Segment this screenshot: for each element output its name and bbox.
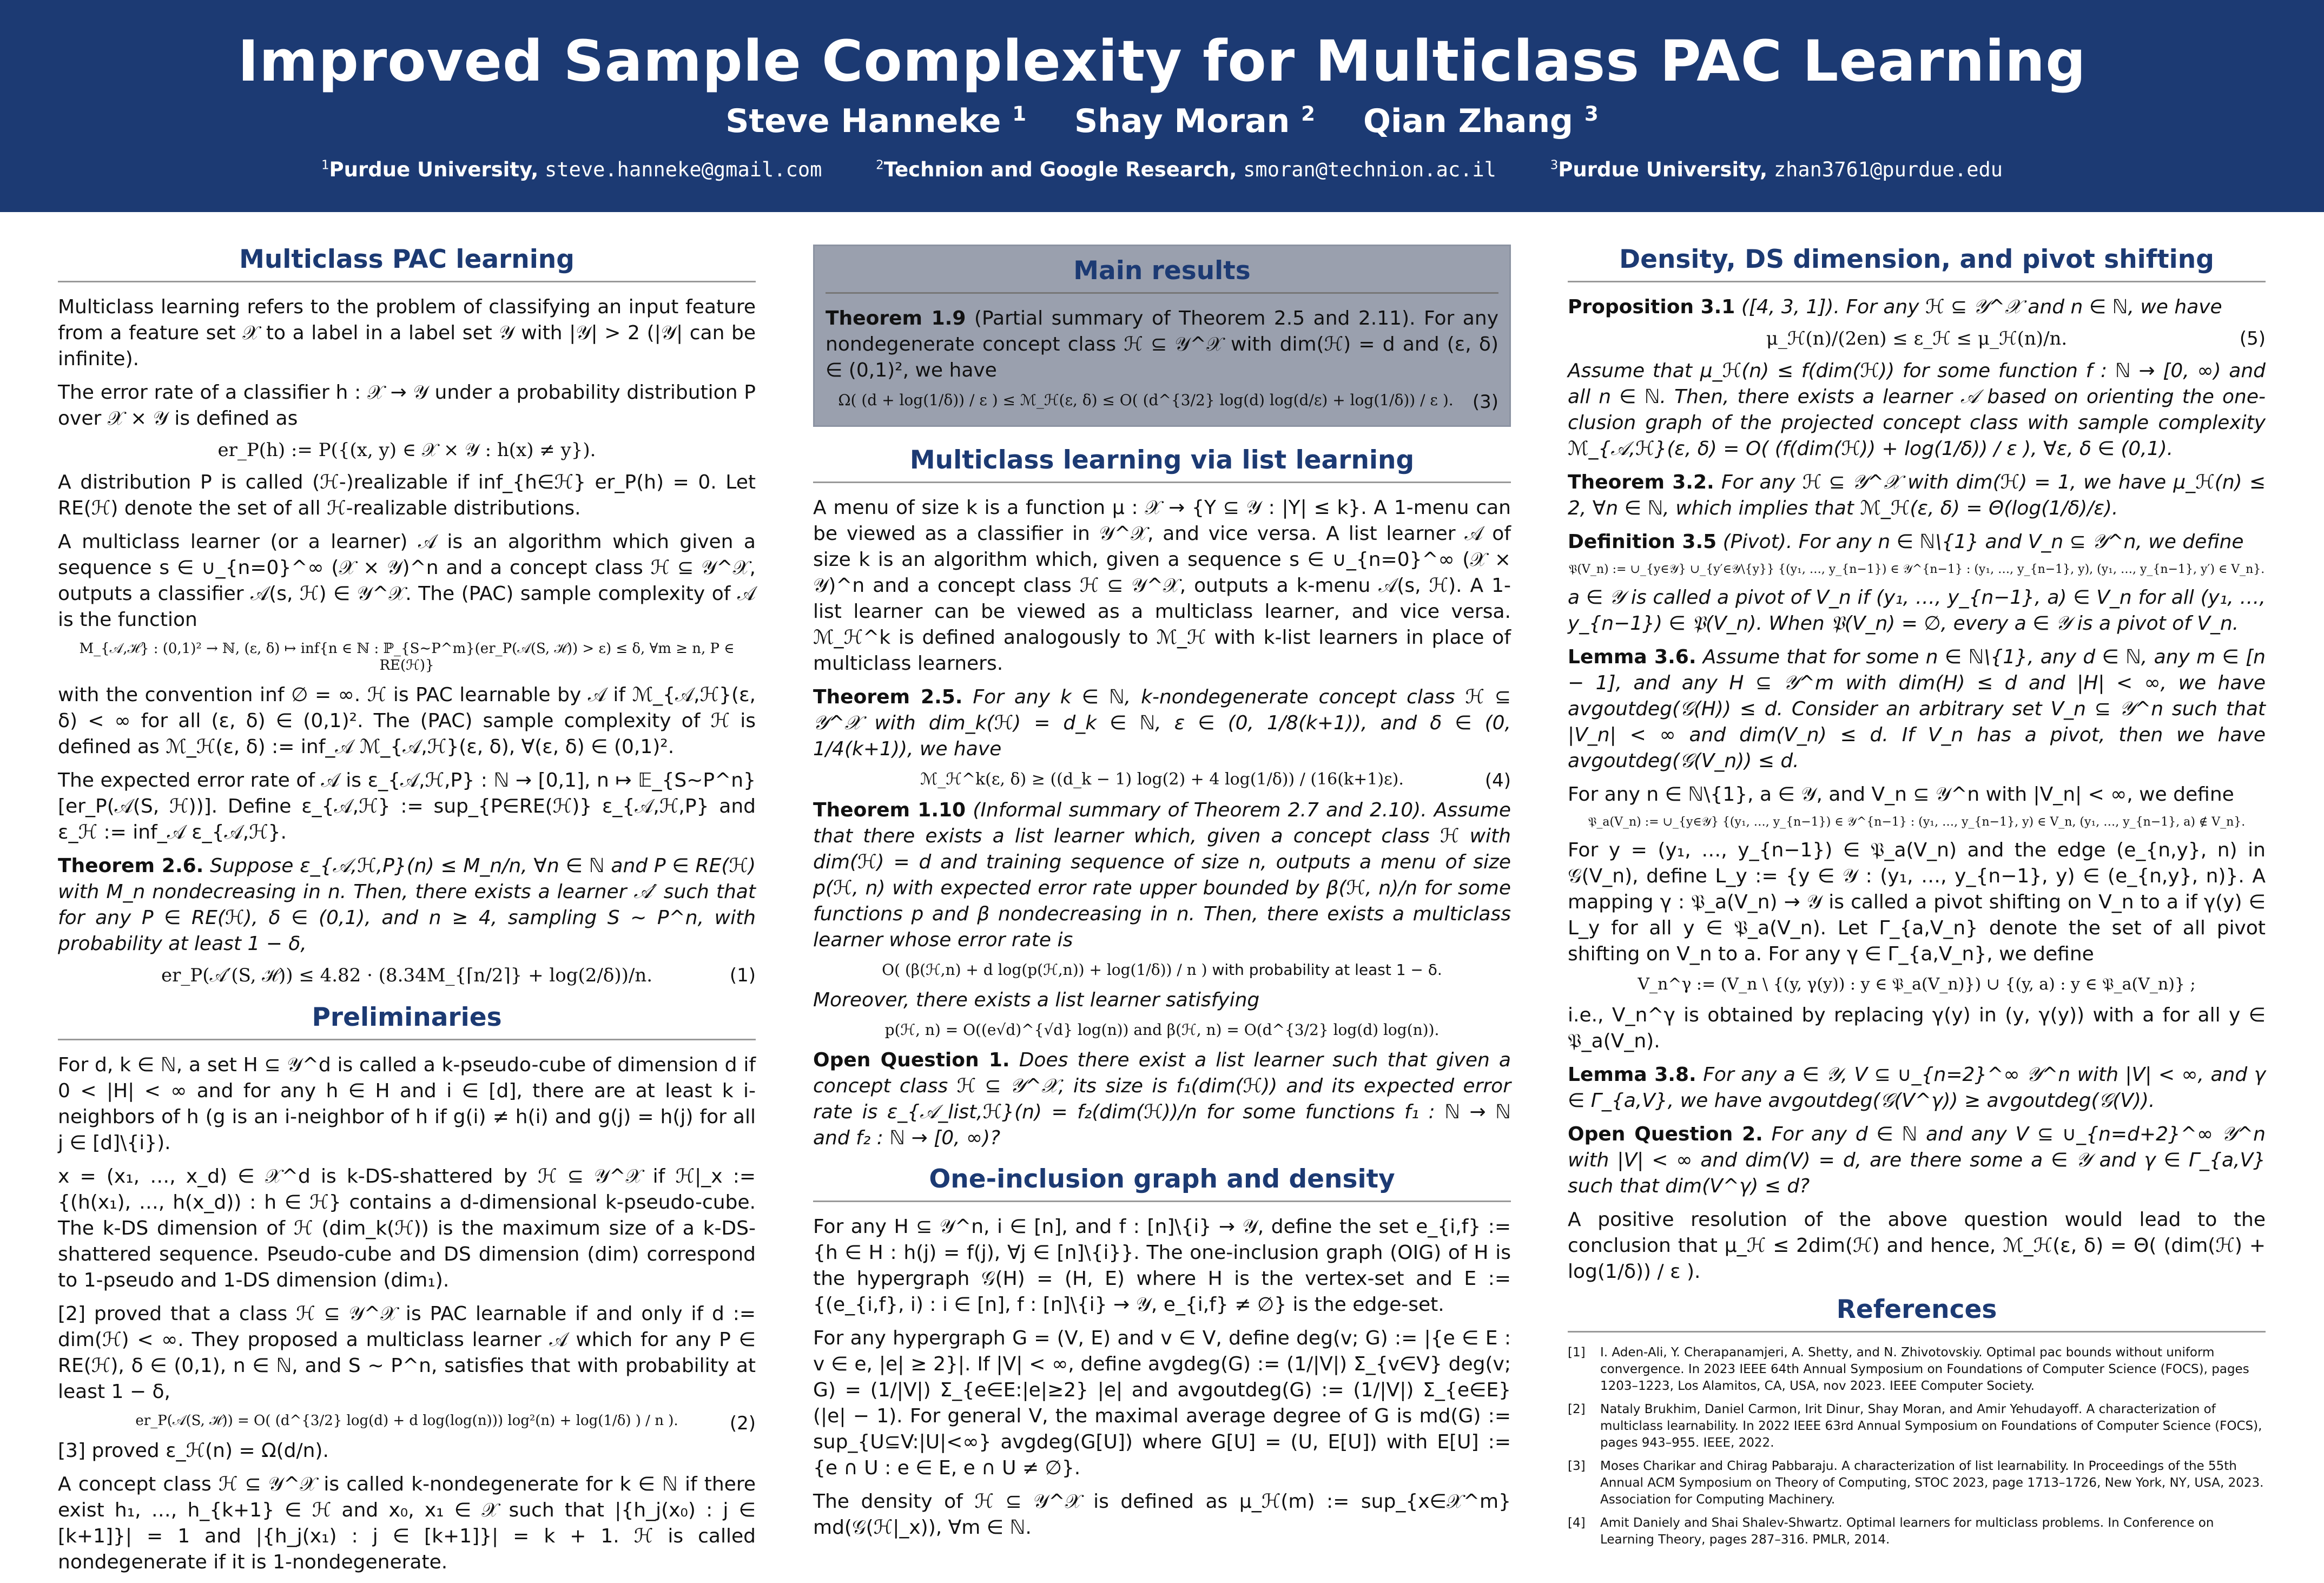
poster-title: Improved Sample Complexity for Multiclass PAC Learning [237,28,2087,94]
paragraph: [2] proved that a class ℋ ⊆ 𝒴^𝒳 is PAC learnable if and only if d := dim(ℋ) < ∞. They proposed a multiclass learner 𝒜 which for any P ∈ RE(ℋ), δ ∈ (0,1), n ∈ ℕ, and S ∼ P^n, satisfies that with probability at least 1 − δ, [58,1303,756,1403]
paragraph: The error rate of a classifier h : 𝒳 → 𝒴 under a probability distribution P over 𝒳 × 𝒴 is defined as [58,381,756,430]
paragraph: The expected error rate of 𝒜 is ε_{𝒜,ℋ,P} : ℕ → [0,1], n ↦ 𝔼_{S∼P^n}[er_P(𝒜(S, ℋ))]. Define ε_{𝒜,ℋ} := sup_{P∈RE(ℋ)} ε_{𝒜,ℋ,P} and ε_ℋ := inf_𝒜 ε_{𝒜,ℋ}. [58,769,756,843]
paragraph: Assume that μ_ℋ(n) ≤ f(dim(ℋ)) for some function f : ℕ → [0, ∞) and all n ∈ ℕ. Then, there exists a learner 𝒜 based on orienting the one-clusion graph of the projected concept class with sample complexity ℳ_{𝒜,ℋ}(ε, δ) = O( (f(dim(ℋ)) + log(1/δ)) / ε ), ∀ε, δ ∈ (0,1). [1568,360,2266,460]
equation-5: μ_ℋ(n)/(2en) ≤ ε_ℋ ≤ μ_ℋ(n)/n. (5) [1766,328,2266,349]
equation-2: er_P(𝒜(S, ℋ)) = O( (d^{3/2} log(d) + d log(log(n))) log²(n) + log(1/δ) ) / n ). (2) [135,1413,756,1434]
column-right [1568,245,2266,1555]
paragraph: Moreover, there exists a list learner satisfying [813,989,1260,1011]
section-title-references: References [1568,1295,2266,1333]
equation-1: er_P(𝒜′(S, ℋ)) ≤ 4.82 · (8.34M_{⌈n/2⌉} + log(2/δ))/n. (1) [161,965,756,986]
lemma-3-6: Lemma 3.6. Assume that for some n ∈ ℕ\{1}, any d ∈ ℕ, any m ∈ [n − 1], and any H ⊆ 𝒴^m with dim(H) ≤ d and |H| < ∞, we have avgoutdeg(𝒢(H)) ≤ d. Consider an arbitrary set V_n ⊆ 𝒴^n such that |V_n| < ∞ and dim(V_n) ≤ d. If V_n has a pivot, then we have avgoutdeg(𝒢(V_n)) ≤ d. [1568,646,2266,772]
paragraph: with the convention inf ∅ = ∞. ℋ is PAC learnable by 𝒜 if ℳ_{𝒜,ℋ}(ε, δ) < ∞ for all (ε, δ) ∈ (0,1)². The (PAC) sample complexity of ℋ is defined as ℳ_ℋ(ε, δ) := inf_𝒜 ℳ_{𝒜,ℋ}(ε, δ), ∀(ε, δ) ∈ (0,1)². [58,684,756,758]
paragraph: A distribution P is called (ℋ-)realizable if inf_{h∈ℋ} er_P(h) = 0. Let RE(ℋ) denote the set of all ℋ-realizable distributions. [58,471,756,519]
definition-3-5: Definition 3.5 (Pivot). For any n ∈ ℕ\{1} and V_n ⊆ 𝒴^n, we define [1568,531,2244,553]
paragraph: A menu of size k is a function μ : 𝒳 → {Y ⊆ 𝒴 : |Y| ≤ k}. A 1-menu can be viewed as a classifier in 𝒴^𝒳, and vice versa. A list learner 𝒜 of size k is an algorithm which, given a sequence s ∈ ∪_{n=0}^∞ (𝒳 × 𝒴)^n and a concept class ℋ ⊆ 𝒴^𝒳, outputs a k-menu 𝒜(s, ℋ). A 1-list learner can be viewed as a multiclass learner, and vice versa. ℳ_ℋ^k is defined analogously to ℳ_ℋ with k-list learners in place of multiclass learners. [813,497,1511,675]
theorem-1-10: Theorem 1.10 (Informal summary of Theorem 2.7 and 2.10). Assume that there exists a list learner which, given a concept class ℋ with dim(ℋ) = d and training sequence of size n, outputs a menu of size p(ℋ, n) with expected error rate upper bounded by β(ℋ, n)/n for some functions p and β nondecreasing in n. Then, there exists a multiclass learner whose error rate is [813,799,1511,951]
equation-list-learner: p(ℋ, n) = O((e√d)^{√d} log(n)) and β(ℋ, n) = O(d^{3/2} log(d) log(n)). [884,1021,1440,1039]
paragraph: [3] proved ε_ℋ(n) = Ω(d/n). [58,1440,329,1462]
proposition-3-1: Proposition 3.1 ([4, 3, 1]). For any ℋ ⊆ 𝒴^𝒳 and n ∈ ℕ, we have [1568,296,2222,318]
affiliation-2: $^2$Technion and Google Research, smoran@technion.ac.il [876,158,1496,181]
open-question-1: Open Question 1. Does there exist a list learner such that given a concept class ℋ ⊆ 𝒴^𝒳, its size is f₁(dim(ℋ)) and its expected error rate is ε_{𝒜_list,ℋ}(n) = f₂(dim(ℋ))/n for some functions f₁ : ℕ → ℕ and f₂ : ℕ → [0, ∞)? [813,1049,1511,1149]
reference-item: [3] Moses Charikar and Chirag Pabbaraju. A characterization of list learnability. In Proceedings of the 55th Annual ACM Symposium on Theory of Computing, STOC 2023, page 1713–1726, New York, NY, USA, 2023. Association for Computing Machinery. [1568,1459,2264,1507]
author-2: Shay Moran $^2$ [1074,102,1316,140]
email-3[interactable]: zhan3761@purdue.edu [1773,158,2003,181]
email-1[interactable]: steve.hanneke@gmail.com [545,158,822,181]
section-title-list-learning: Multiclass learning via list learning [813,445,1511,483]
author-1: Steve Hanneke $^1$ [725,102,1027,140]
theorem-2-5: Theorem 2.5. For any k ∈ ℕ, k-nondegenerate concept class ℋ ⊆ 𝒴^𝒳 with dim_k(ℋ) = d_k ∈ ℕ, ε ∈ (0, 1/8(k+1)), and δ ∈ (0, 1/4(k+1)), we have [813,686,1511,760]
theorem-1-9: Theorem 1.9 (Partial summary of Theorem 2.5 and 2.11). For any nondegenerate concept class ℋ ⊆ 𝒴^𝒳 with dim(ℋ) = d and (ε, δ) ∈ (0,1)², we have [826,307,1498,381]
author-3: Qian Zhang $^3$ [1363,102,1599,140]
affiliation-3: $^3$Purdue University, zhan3761@purdue.edu [1550,158,2003,181]
main-results-box [813,245,1511,427]
equation-pivot-a: 𝔓_a(V_n) := ∪_{y∈𝒴} {(y₁, …, y_{n−1}) ∈ 𝒴^{n−1} : (y₁, …, y_{n−1}, y) ∈ V_n, (y₁, …, y_{n−1}, a) ∉ V_n}. [1588,815,2246,829]
equation-error-rate: er_P(h) := P({(x, y) ∈ 𝒳 × 𝒴 : h(x) ≠ y}). [217,439,596,461]
lemma-3-8: Lemma 3.8. For any a ∈ 𝒴, V ⊆ ∪_{n=2}^∞ 𝒴^n with |V| < ∞, and γ ∈ Γ_{a,V}, we have avgoutdeg(𝒢(V^γ)) ≥ avgoutdeg(𝒢(V)). [1568,1064,2266,1112]
section-title-density: Density, DS dimension, and pivot shifting [1568,245,2266,282]
equation-pivot: 𝔓(V_n) := ∪_{y∈𝒴} ∪_{y′∈𝒴\{y}} {(y₁, …, y_{n−1}) ∈ 𝒴^{n−1} : (y₁, …, y_{n−1}, y), (y₁, …, y_{n−1}, y′) ∈ V_n}. [1568,563,2265,576]
paragraph: The density of ℋ ⊆ 𝒴^𝒳 is defined as μ_ℋ(m) := sup_{x∈𝒳^m} md(𝒢(ℋ|_x)), ∀m ∈ ℕ. [813,1490,1511,1539]
paragraph: x = (x₁, …, x_d) ∈ 𝒳^d is k-DS-shattered by ℋ ⊆ 𝒴^𝒳 if ℋ|_x := {(h(x₁), …, h(x_d)) : h ∈ ℋ} contains a d-dimensional k-pseudo-cube. The k-DS dimension of ℋ (dim_k(ℋ)) is the maximum size of a k-DS-shattered sequence. Pseudo-cube and DS dimension (dim) correspond to 1-pseudo and 1-DS dimension (dim₁). [58,1165,756,1291]
email-2[interactable]: smoran@technion.ac.il [1243,158,1496,181]
open-question-2: Open Question 2. For any d ∈ ℕ and any V ⊆ ∪_{n=d+2}^∞ 𝒴^n with |V| < ∞ and dim(V) = d, are there some a ∈ 𝒴 and γ ∈ Γ_{a,V} such that dim(V^γ) ≤ d? [1568,1123,2266,1197]
equation-sample-complexity: M_{𝒜,ℋ} : (0,1)² → ℕ, (ε, δ) ↦ inf{n ∈ ℕ : ℙ_{S∼P^m}(er_P(𝒜(S, ℋ)) > ε) ≤ δ, ∀m ≥ n, P ∈ RE(ℋ)} [79,641,735,674]
equation-pivot-shift: V_n^γ := (V_n \ {(y, γ(y)) : y ∈ 𝔓_a(V_n)}) ∪ {(y, a) : y ∈ 𝔓_a(V_n)} ; [1638,975,2196,994]
reference-item: [2] Nataly Brukhim, Daniel Carmon, Irit Dinur, Shay Moran, and Amir Yehudayoff. A characterization of multiclass learnability. In 2022 IEEE 63rd Annual Symposium on Foundations of Computer Science (FOCS), pages 943–955. IEEE, 2022. [1568,1402,2262,1450]
theorem-3-2: Theorem 3.2. For any ℋ ⊆ 𝒴^𝒳 with dim(ℋ) = 1, we have μ_ℋ(n) ≤ 2, ∀n ∈ ℕ, which implies that ℳ_ℋ(ε, δ) = Θ(log(1/δ)/ε). [1568,471,2266,519]
equation-3: Ω( (d + log(1/δ)) / ε ) ≤ ℳ_ℋ(ε, δ) ≤ O( (d^{3/2} log(d) log(d/ε) + log(1/δ)) / ε ). (3) [838,391,1498,413]
author-list [0,102,2324,140]
paragraph: A positive resolution of the above question would lead to the conclusion that μ_ℋ ≤ 2dim(ℋ) and hence, ℳ_ℋ(ε, δ) = Θ( (dim(ℋ) + log(1/δ)) / ε ). [1568,1209,2266,1283]
affiliation-list [0,158,2324,181]
equation-thm-1-10: O( (β(ℋ,n) + d log(p(ℋ,n)) + log(1/δ)) / n ) with probability at least 1 − δ. [882,961,1442,979]
paragraph: For any n ∈ ℕ\{1}, a ∈ 𝒴, and V_n ⊆ 𝒴^n with |V_n| < ∞, we define [1568,783,2234,806]
column-middle [813,245,1511,1548]
paragraph: For any hypergraph G = (V, E) and v ∈ V, define deg(v; G) := |{e ∈ E : v ∈ e, |e| ≥ 2}|. If |V| < ∞, define avgdeg(G) := (1/|V|) Σ_{v∈V} deg(v; G) = (1/|V|) Σ_{e∈E:|e|≥2} |e| and avgoutdeg(G) := (1/|V|) Σ_{e∈E} (|e| − 1). For general V, the maximal average degree of G is md(G) := sup_{U⊆V:|U|<∞} avgdeg(G[U]) where G[U] = (U, E[U]) with E[U] := {e ∩ U : e ∈ E, e ∩ U ≠ ∅}. [813,1327,1511,1479]
theorem-2-6: Theorem 2.6. Suppose ε_{𝒜,ℋ,P}(n) ≤ M_n/n, ∀n ∈ ℕ and P ∈ RE(ℋ) with M_n nondecreasing in n. Then, there exists a learner 𝒜′ such that for any P ∈ RE(ℋ), δ ∈ (0,1), and n ≥ 4, sampling S ∼ P^n, with probability at least 1 − δ, [58,855,756,955]
paragraph: For d, k ∈ ℕ, a set H ⊆ 𝒴^d is called a k-pseudo-cube of dimension d if 0 < |H| < ∞ and for any h ∈ H and i ∈ [d], there are at least k i-neighbors of h (g is an i-neighbor of h if g(i) ≠ h(i) and g(j) = h(j) for all j ∈ [d]\{i}). [58,1054,756,1154]
poster-header [0,0,2324,212]
column-left [58,245,756,1583]
paragraph: a ∈ 𝒴 is called a pivot of V_n if (y₁, …, y_{n−1}, a) ∈ V_n for all (y₁, …, y_{n−1}) ∈ 𝔓(V_n). When 𝔓(V_n) = ∅, every a ∈ 𝒴 is a pivot of V_n. [1568,586,2266,635]
affiliation-1: $^1$Purdue University, steve.hanneke@gmail.com [321,158,822,181]
paragraph: A multiclass learner (or a learner) 𝒜 is an algorithm which given a sequence s ∈ ∪_{n=0}^∞ (𝒳 × 𝒴)^n and a concept class ℋ ⊆ 𝒴^𝒳, outputs a classifier 𝒜(s, ℋ) ∈ 𝒴^𝒳. The (PAC) sample complexity of 𝒜 is the function [58,531,756,631]
section-title-oig: One-inclusion graph and density [813,1164,1511,1202]
paragraph: Multiclass learning refers to the problem of classifying an input feature from a feature set 𝒳 to a label in a label set 𝒴 with |𝒴| > 2 (|𝒴| can be infinite). [58,296,756,370]
equation-4: ℳ_ℋ^k(ε, δ) ≥ ((d_k − 1) log(2) + 4 log(1/δ)) / (16(k+1)ε). (4) [920,770,1511,792]
paragraph: i.e., V_n^γ is obtained by replacing γ(y) in (y, γ(y)) with a for all y ∈ 𝔓_a(V_n). [1568,1004,2266,1052]
reference-item: [4] Amit Daniely and Shai Shalev-Shwartz. Optimal learners for multiclass problems. In Conference on Learning Theory, pages 287–316. PMLR, 2014. [1568,1516,2214,1547]
section-title-preliminaries: Preliminaries [58,1002,756,1040]
paragraph: For y = (y₁, …, y_{n−1}) ∈ 𝔓_a(V_n) and the edge (e_{n,y}, n) in 𝒢(V_n), define L_y := {y ∈ 𝒴 : (y₁, …, y_{n−1}, y) ∈ (e_{n,y}, n)}. A mapping γ : 𝔓_a(V_n) → 𝒴 is called a pivot shifting on V_n to a if γ(y) ∈ L_y for all y ∈ 𝔓_a(V_n). Let Γ_{a,V_n} denote the set of all pivot shifting on V_n to a. For any γ ∈ Γ_{a,V_n}, we define [1568,839,2266,965]
section-title-multiclass-pac: Multiclass PAC learning [58,245,756,282]
section-title-main-results: Main results [826,256,1498,294]
paragraph: For any H ⊆ 𝒴^n, i ∈ [n], and f : [n]\{i} → 𝒴, define the set e_{i,f} := {h ∈ H : h(j) = f(j), ∀j ∈ [n]\{i}}. The one-inclusion graph (OIG) of H is the hypergraph 𝒢(H) = (H, E) where H is the vertex-set and E := {(e_{i,f}, i) : i ∈ [n], f : [n]\{i} → 𝒴, e_{i,f} ≠ ∅} is the edge-set. [813,1216,1511,1316]
paragraph: A concept class ℋ ⊆ 𝒴^𝒳 is called k-nondegenerate for k ∈ ℕ if there exist h₁, …, h_{k+1} ∈ ℋ and x₀, x₁ ∈ 𝒳 such that |{h_j(x₀) : j ∈ [k+1]}| = 1 and |{h_j(x₁) : j ∈ [k+1]}| = k + 1. ℋ is called nondegenerate if it is 1-nondegenerate. [58,1473,756,1573]
reference-item: [1] I. Aden-Ali, Y. Cherapanamjeri, A. Shetty, and N. Zhivotovskiy. Optimal pac bounds without uniform convergence. In 2023 IEEE 64th Annual Symposium on Foundations of Computer Science (FOCS), pages 1203–1223, Los Alamitos, CA, USA, nov 2023. IEEE Computer Society. [1568,1345,2249,1393]
reference-list [1568,1344,2266,1548]
